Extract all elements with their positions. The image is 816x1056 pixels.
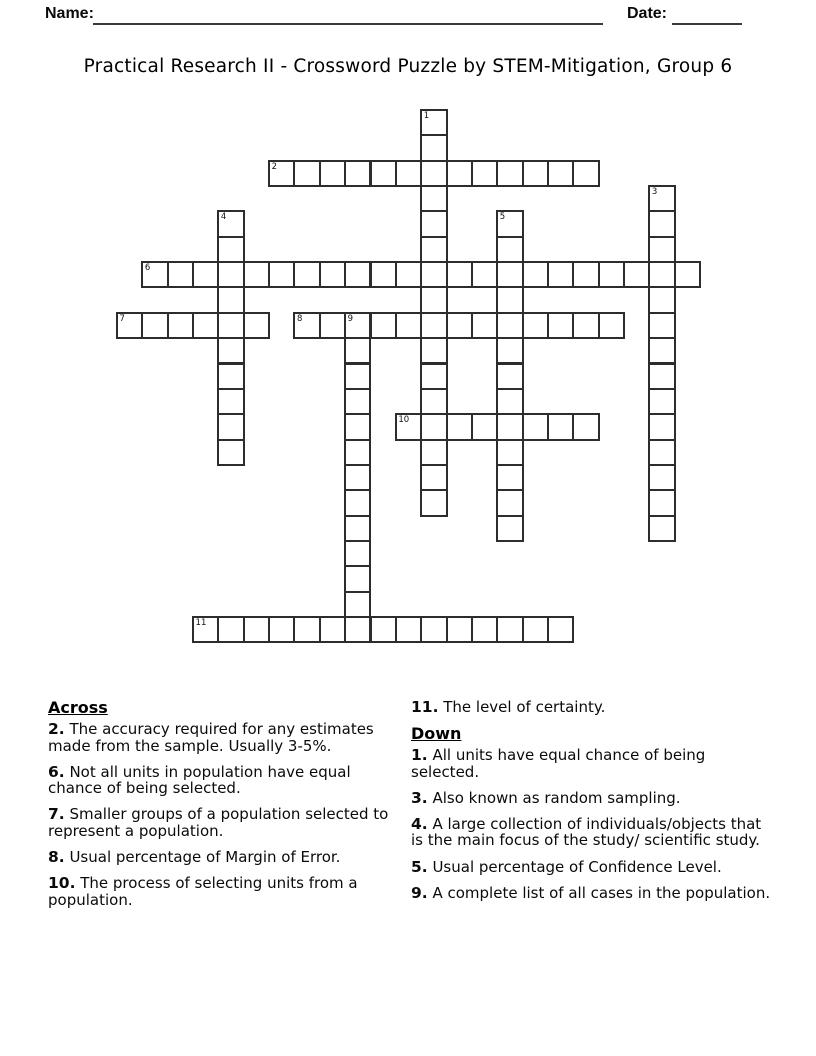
crossword-cell [496, 312, 523, 339]
crossword-cell [217, 312, 244, 339]
grid-number-2: 2 [271, 161, 278, 172]
date-label: Date: [627, 5, 668, 22]
crossword-cell [572, 312, 599, 339]
crossword-cell [522, 312, 549, 339]
clue-down-9 [411, 885, 777, 902]
crossword-cell [496, 363, 523, 390]
clue-text: Usual percentage of Confidence Level. [427, 857, 722, 876]
crossword-cell [395, 616, 422, 643]
crossword-cell [496, 236, 523, 263]
crossword-cell [648, 261, 675, 288]
grid-number-11: 11 [195, 618, 207, 628]
crossword-cell [319, 160, 346, 187]
clue-across-2 [48, 721, 396, 754]
clue-number: 6. [48, 762, 65, 781]
crossword-cell [167, 312, 194, 339]
across-heading: Across [48, 698, 108, 717]
crossword-cell [648, 464, 675, 491]
clue-down-4 [411, 816, 777, 849]
crossword-cell [522, 160, 549, 187]
crossword-cell [243, 312, 270, 339]
crossword-cell [674, 261, 701, 288]
grid-number-10: 10 [398, 415, 410, 426]
grid-number-4: 4 [220, 212, 227, 223]
crossword-cell [370, 312, 397, 339]
crossword-cell [598, 312, 625, 339]
name-blank-line [93, 6, 603, 25]
crossword-cell [344, 363, 371, 390]
crossword-cell [446, 312, 473, 339]
page-title: Practical Research II - Crossword Puzzle by STEM-Mitigation, Group 6 [83, 56, 733, 77]
crossword-cell [370, 261, 397, 288]
crossword-cell [344, 261, 371, 288]
crossword-cell [496, 413, 523, 440]
crossword-cell [395, 160, 422, 187]
crossword-cell [217, 261, 244, 288]
crossword-cell [598, 261, 625, 288]
crossword-cell [141, 312, 168, 339]
crossword-cell [446, 160, 473, 187]
crossword-cell [471, 312, 498, 339]
crossword-cell [446, 413, 473, 440]
clue-number: 8. [48, 848, 65, 867]
clue-text: Also known as random sampling. [427, 788, 681, 807]
crossword-cell [395, 312, 422, 339]
crossword-cell [420, 236, 447, 263]
crossword-cell [522, 261, 549, 288]
clue-text: The level of certainty. [438, 698, 606, 716]
crossword-cell [344, 540, 371, 567]
clue-text: Usual percentage of Margin of Error. [64, 848, 341, 867]
crossword-cell [370, 616, 397, 643]
crossword-cell [217, 286, 244, 313]
crossword-cell [420, 210, 447, 237]
grid-number-1: 1 [423, 111, 430, 121]
down-clue-list [411, 747, 777, 901]
clue-down-1 [411, 747, 777, 780]
crossword-cell [344, 616, 371, 643]
crossword-cell [344, 591, 371, 618]
grid-number-6: 6 [144, 263, 151, 274]
crossword-cell [496, 388, 523, 415]
crossword-cell [420, 312, 447, 339]
crossword-cell [217, 439, 244, 466]
crossword-cell [496, 464, 523, 491]
crossword-cell [344, 489, 371, 516]
crossword-cell [420, 160, 447, 187]
clue-down-3 [411, 790, 777, 807]
clue-number: 4. [411, 814, 428, 833]
clue-text: Smaller groups of a population selected to represent a population. [48, 805, 389, 840]
crossword-cell [496, 439, 523, 466]
crossword-cell [648, 515, 675, 542]
crossword-cell [648, 337, 675, 364]
clues-left-column [48, 699, 396, 918]
crossword-cell [395, 261, 422, 288]
crossword-cell [648, 210, 675, 237]
crossword-cell [648, 312, 675, 339]
clue-number: 10. [48, 874, 76, 893]
clue-number: 1. [411, 746, 428, 765]
crossword-cell [496, 515, 523, 542]
name-label: Name: [45, 5, 94, 22]
crossword-cell [496, 286, 523, 313]
crossword-cell [420, 261, 447, 288]
clue-number: 7. [48, 805, 65, 824]
crossword-cell [648, 236, 675, 263]
clue-text: The process of selecting units from a population. [48, 874, 358, 909]
crossword-cell [293, 261, 320, 288]
crossword-cell [547, 312, 574, 339]
crossword-cell [370, 160, 397, 187]
crossword-cell [496, 337, 523, 364]
clue-number: 5. [411, 857, 428, 876]
clue-across-7 [48, 806, 396, 839]
crossword-cell [344, 565, 371, 592]
crossword-cell [167, 261, 194, 288]
crossword-cell [496, 616, 523, 643]
clue-text: The accuracy required for any estimates made from the sample. Usually 3-5%. [48, 720, 374, 755]
crossword-cell [268, 261, 295, 288]
crossword-cell [217, 413, 244, 440]
grid-number-7: 7 [119, 313, 125, 324]
crossword-cell [192, 261, 219, 288]
crossword-cell [547, 160, 574, 187]
across-clue-list-continued [411, 699, 777, 716]
crossword-cell [344, 413, 371, 440]
crossword-cell [471, 261, 498, 288]
crossword-cell [420, 439, 447, 466]
crossword-cell [572, 160, 599, 187]
crossword-cell [344, 388, 371, 415]
crossword-cell [217, 616, 244, 643]
crossword-cell [547, 261, 574, 288]
grid-number-5: 5 [499, 212, 506, 223]
crossword-cell [648, 489, 675, 516]
crossword-cell [420, 489, 447, 516]
crossword-cell [496, 261, 523, 288]
down-heading: Down [411, 724, 462, 744]
crossword-cell [623, 261, 650, 288]
crossword-cell [420, 413, 447, 440]
crossword-cell [420, 134, 447, 161]
clue-number: 11. [411, 698, 439, 716]
crossword-cell [471, 616, 498, 643]
crossword-cell [547, 616, 574, 643]
crossword-cell [293, 616, 320, 643]
crossword-cell [420, 286, 447, 313]
crossword-cell [243, 616, 270, 643]
crossword-cell [648, 363, 675, 390]
crossword-cell [648, 413, 675, 440]
crossword-cell [471, 160, 498, 187]
crossword-cell [420, 337, 447, 364]
crossword-cell [522, 413, 549, 440]
crossword-cell [319, 261, 346, 288]
crossword-cell [217, 363, 244, 390]
crossword-cell [293, 160, 320, 187]
clue-number: 2. [48, 720, 65, 738]
clue-across-8 [48, 849, 396, 866]
clue-text: A large collection of individuals/objects that is the main focus of the study/ scientific study. [411, 814, 762, 850]
crossword-cell [344, 160, 371, 187]
clue-text: All units have equal chance of being selected. [411, 746, 706, 781]
crossword-cell [319, 616, 346, 643]
crossword-cell [344, 337, 371, 364]
crossword-cell [344, 515, 371, 542]
crossword-cell [446, 261, 473, 288]
clue-across-10 [48, 875, 396, 908]
crossword-cell [471, 413, 498, 440]
clue-across-6 [48, 764, 396, 797]
crossword-cell [648, 439, 675, 466]
crossword-cell [496, 160, 523, 187]
crossword-cell [522, 616, 549, 643]
crossword-cell [420, 616, 447, 643]
crossword-cell [420, 464, 447, 491]
clue-text: A complete list of all cases in the population. [427, 883, 771, 902]
clue-text: Not all units in population have equal chance of being selected. [48, 762, 351, 798]
grid-number-8: 8 [296, 313, 303, 324]
crossword-cell [572, 261, 599, 288]
clues-right-column [411, 699, 777, 911]
clue-across-11 [411, 699, 777, 716]
crossword-cell [217, 337, 244, 364]
crossword-cell [648, 286, 675, 313]
crossword-cell [344, 439, 371, 466]
crossword-cell [420, 185, 447, 212]
grid-number-9: 9 [347, 313, 354, 324]
across-clue-list [48, 721, 396, 908]
crossword-cell [420, 388, 447, 415]
crossword-cell [648, 388, 675, 415]
clue-down-5 [411, 859, 777, 876]
crossword-cell [268, 616, 295, 643]
grid-number-3: 3 [651, 187, 658, 198]
crossword-cell [243, 261, 270, 288]
crossword-cell [319, 312, 346, 339]
crossword-cell [572, 413, 599, 440]
clue-number: 9. [411, 883, 428, 902]
crossword-cell [217, 236, 244, 263]
crossword-cell [496, 489, 523, 516]
crossword-cell [446, 616, 473, 643]
crossword-cell [217, 388, 244, 415]
clue-number: 3. [411, 788, 428, 807]
crossword-cell [547, 413, 574, 440]
crossword-cell [420, 363, 447, 390]
crossword-cell [192, 312, 219, 339]
date-blank-line [672, 6, 742, 25]
crossword-cell [344, 464, 371, 491]
